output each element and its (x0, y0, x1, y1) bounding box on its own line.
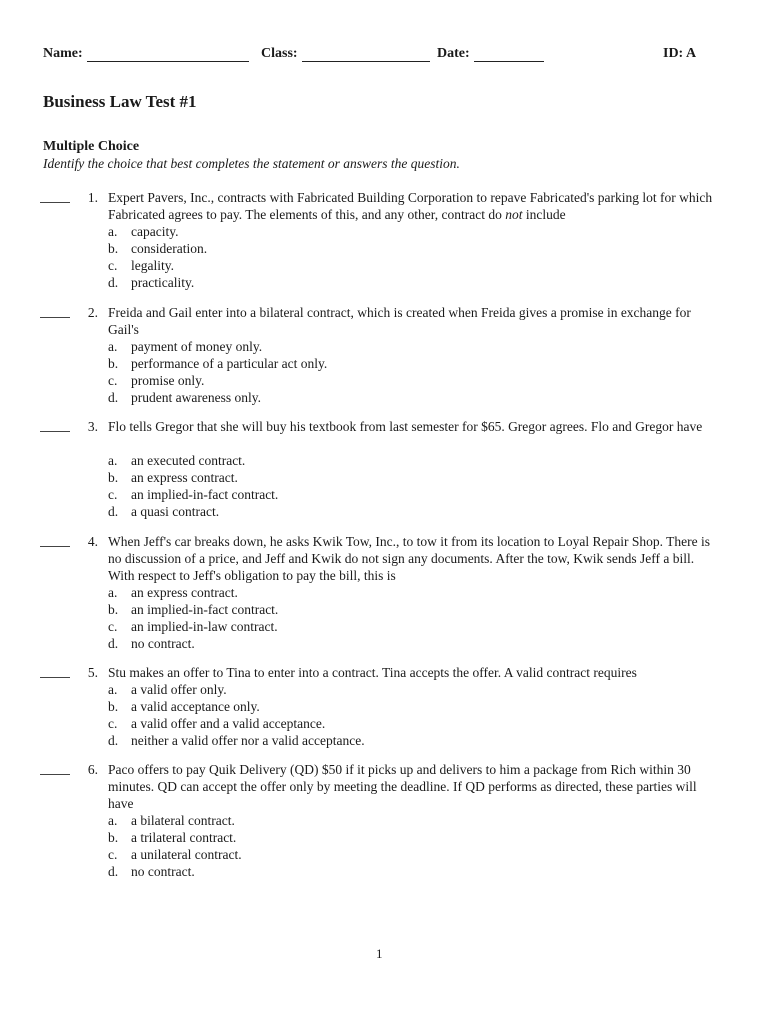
choice-text: an express contract. (131, 585, 238, 600)
choice-c (108, 715, 365, 732)
choice-list (108, 812, 242, 880)
question-number: 6. (87, 762, 98, 777)
choice-text: neither a valid offer nor a valid acceptance. (131, 733, 365, 748)
choice-text: consideration. (131, 241, 208, 256)
choice-text: a valid offer only. (131, 682, 227, 697)
choice-text: a unilateral contract. (131, 847, 242, 862)
choice-letter: d. (108, 275, 119, 290)
header (43, 46, 703, 66)
choice-letter: c. (108, 487, 118, 502)
choice-letter: c. (108, 619, 118, 634)
class-field[interactable] (261, 46, 430, 62)
choice-letter: d. (108, 636, 119, 651)
choice-text: practicality. (131, 275, 195, 290)
question-text-part: Expert Pavers, Inc., contracts with Fabricated Building Corporation to repave Fabricated's parking lot for which Fabricated agrees to pay. The elements of this, and any other, contract do (108, 190, 713, 222)
choice-letter: c. (108, 716, 118, 731)
choice-text: an express contract. (131, 470, 238, 485)
choice-letter: b. (108, 241, 119, 256)
choice-list (108, 338, 327, 406)
choice-list (108, 452, 278, 520)
question-number: 5. (87, 665, 98, 680)
choice-c (108, 846, 242, 863)
question-number: 3. (87, 419, 98, 434)
question-text-part: include (522, 207, 566, 222)
choice-c (108, 257, 207, 274)
class-blank-line[interactable] (302, 47, 430, 62)
choice-text: legality. (131, 258, 174, 273)
answer-blank[interactable] (40, 316, 70, 318)
choice-letter: b. (108, 699, 119, 714)
choice-d (108, 274, 207, 291)
choice-a (108, 812, 242, 829)
choice-letter: a. (108, 339, 118, 354)
id-label: ID: A (663, 46, 697, 61)
section-title: Multiple Choice (43, 139, 140, 154)
question-text: Paco offers to pay Quik Delivery (QD) $50 if it picks up and delivers to him a package from Rich within 30 minutes. QD can accept the offer only by meeting the deadline. If QD performs as directed, these parties will have (108, 762, 697, 811)
choice-a (108, 223, 207, 240)
choice-letter: b. (108, 830, 119, 845)
choice-a (108, 681, 365, 698)
class-label: Class: (261, 46, 298, 61)
choice-c (108, 486, 278, 503)
choice-letter: c. (108, 847, 118, 862)
choice-text: an executed contract. (131, 453, 246, 468)
question-text-emphasis: not (505, 207, 523, 222)
question-text: Freida and Gail enter into a bilateral contract, which is created when Freida gives a promise in exchange for Gail's (108, 305, 691, 337)
question-text: Stu makes an offer to Tina to enter into a contract. Tina accepts the offer. A valid contract requires (108, 665, 637, 680)
question-text: Flo tells Gregor that she will buy his textbook from last semester for $65. Gregor agrees. Flo and Gregor have (108, 419, 703, 434)
choice-c (108, 372, 327, 389)
choice-text: no contract. (131, 864, 195, 879)
choice-letter: b. (108, 356, 119, 371)
test-title: Business Law Test #1 (43, 92, 197, 111)
page-number: 1 (376, 946, 383, 961)
choice-a (108, 338, 327, 355)
question-text: When Jeff's car breaks down, he asks Kwik Tow, Inc., to tow it from its location to Loyal Repair Shop. There is no discussion of a price, and Jeff and Kwik do not sign any documents. After the tow, Kwik sends Jeff a bill. With respect to Jeff's obligation to pay the bill, this is (108, 534, 710, 583)
question-number: 2. (87, 305, 98, 320)
choice-d (108, 389, 327, 406)
choice-text: a trilateral contract. (131, 830, 237, 845)
choice-text: a bilateral contract. (131, 813, 235, 828)
choice-text: no contract. (131, 636, 195, 651)
choice-letter: a. (108, 813, 118, 828)
choice-letter: b. (108, 602, 119, 617)
choice-b (108, 698, 365, 715)
choice-text: performance of a particular act only. (131, 356, 328, 371)
choice-text: payment of money only. (131, 339, 263, 354)
choice-letter: a. (108, 224, 118, 239)
choice-b (108, 469, 278, 486)
choice-text: a valid offer and a valid acceptance. (131, 716, 326, 731)
choice-a (108, 584, 278, 601)
choice-text: an implied-in-fact contract. (131, 602, 279, 617)
choice-list (108, 584, 278, 652)
choice-text: a valid acceptance only. (131, 699, 260, 714)
choice-letter: a. (108, 453, 118, 468)
choice-d (108, 732, 365, 749)
choice-text: an implied-in-law contract. (131, 619, 278, 634)
choice-d (108, 863, 242, 880)
section-instructions: Identify the choice that best completes the statement or answers the question. (43, 156, 460, 171)
choice-c (108, 618, 278, 635)
question-number: 1. (87, 190, 98, 205)
answer-blank[interactable] (40, 773, 70, 775)
choice-letter: c. (108, 373, 118, 388)
choice-b (108, 355, 327, 372)
choice-letter: d. (108, 504, 119, 519)
choice-letter: d. (108, 390, 119, 405)
answer-blank[interactable] (40, 201, 70, 203)
answer-blank[interactable] (40, 676, 70, 678)
choice-b (108, 829, 242, 846)
name-label: Name: (43, 46, 83, 61)
name-blank-line[interactable] (87, 47, 249, 62)
answer-blank[interactable] (40, 430, 70, 432)
choice-letter: d. (108, 864, 119, 879)
question-text (108, 189, 716, 223)
question-number: 4. (87, 534, 98, 549)
choice-text: capacity. (131, 224, 179, 239)
choice-text: promise only. (131, 373, 205, 388)
choice-letter: a. (108, 585, 118, 600)
choice-letter: c. (108, 258, 118, 273)
choice-d (108, 503, 278, 520)
choice-letter: d. (108, 733, 119, 748)
date-label: Date: (437, 46, 470, 61)
choice-text: an implied-in-fact contract. (131, 487, 279, 502)
choice-a (108, 452, 278, 469)
choice-list (108, 681, 365, 749)
choice-letter: b. (108, 470, 119, 485)
choice-b (108, 240, 207, 257)
date-field[interactable] (437, 46, 544, 62)
choice-text: a quasi contract. (131, 504, 220, 519)
choice-b (108, 601, 278, 618)
choice-list (108, 223, 207, 291)
choice-d (108, 635, 278, 652)
choice-letter: a. (108, 682, 118, 697)
date-blank-line[interactable] (474, 47, 544, 62)
answer-blank[interactable] (40, 545, 70, 547)
name-field[interactable] (43, 46, 249, 62)
choice-text: prudent awareness only. (131, 390, 261, 405)
